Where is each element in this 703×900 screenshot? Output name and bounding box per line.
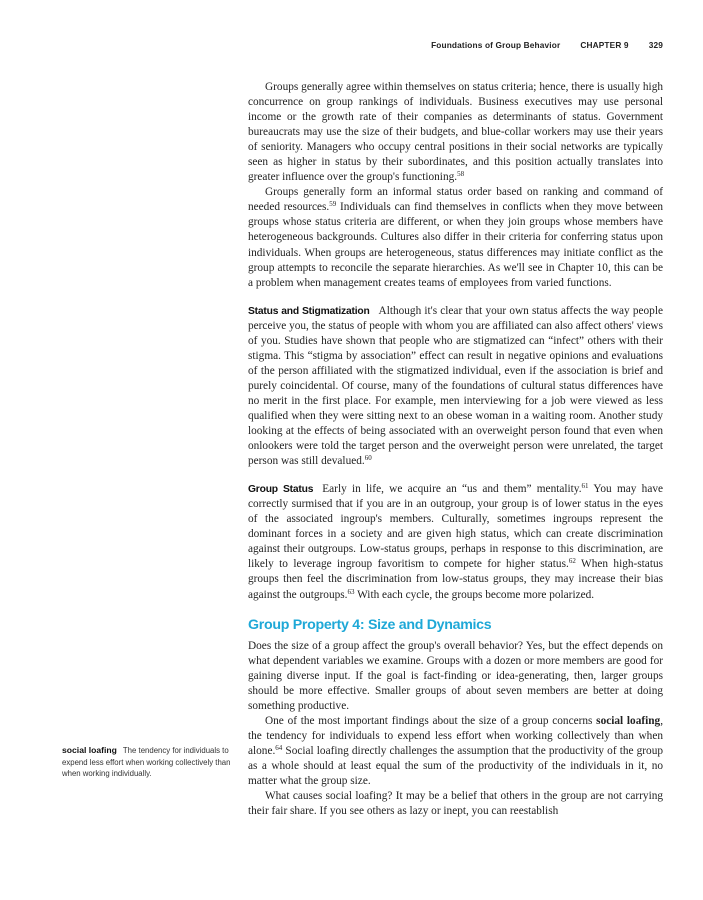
run-in-heading: Status and Stigmatization — [248, 305, 370, 317]
footnote-ref: 63 — [347, 587, 355, 596]
paragraph-status-order: Groups generally form an informal status order based on ranking and command of needed resources.$^{59}$ Individuals can find themselves in conflicts when they move between groups whose status criteria are different, or when they join groups whose members have heterogeneous backgrounds. Cultures also differ in their criteria for conferring status upon individuals. When groups are heterogeneous, status differences may initiate conflict as the group attempts to reconcile the separate hierarchies. As we'll see in Chapter 10, this can be a problem when management creates teams of employees from varied functions. — [248, 186, 664, 289]
section-heading: Group Property 4: Size and Dynamics — [248, 616, 492, 633]
main-text-column — [248, 80, 663, 819]
run-in-heading: Group Status — [248, 484, 314, 496]
footnote-ref: 64 — [275, 743, 283, 752]
paragraph-causes: What causes social loafing? It may be a belief that others in the group are not carrying their fair share. If you see others as lazy or inept, you can reestablish — [248, 790, 663, 818]
paragraph-group-status: Group Status Early in life, we acquire an “us and them” mentality.$^{61}$ You may have correctly surmised that if you are in an outgroup, your group is of lower status in the eyes of the associated ingroup's members. Culturally, sometimes ingroups represent the dominant forces in a society and are given high status, which can create discrimination against their outgroups. Low-status groups, perhaps in response to this discrimination, are likely to leverage ingroup favoritism to compete for higher status.$^{62}$ When high-status groups then feel the discrimination from low-status groups, they may increase their bias against the outgroups.$^{63}$ With each cycle, the groups become more polarized. — [248, 482, 664, 601]
page-number: 329 — [648, 40, 663, 50]
paragraph-status-criteria: Groups generally agree within themselves on status criteria; hence, there is usually high concurrence on group rankings of individuals. Business executives may use personal income or the growth rate of their companies as determinants of status. Government bureaucrats may use the size of their budgets, and blue-collar workers may use their years of seniority. Managers who occupy central positions in their social networks are typically seen as higher in status by their subordinates, and this position actually translates into greater influence over the group's functioning.$^{58}$ — [248, 81, 663, 184]
margin-glossary — [62, 745, 242, 780]
paragraph-group-size: Does the size of a group affect the group's overall behavior? Yes, but the effect depends on what dependent variables we examine. Groups with a dozen or more members are good for gaining diverse input. If the goal is fact-finding or idea-generating, then, larger groups should be more effective. Smaller groups of about seven members are better at doing something productive. — [248, 639, 663, 712]
glossary-term: social loafing — [62, 745, 117, 755]
paragraph-stigmatization: Status and Stigmatization Although it's clear that your own status affects the way people perceive you, the status of people with whom you are affiliated can also affect others' views of you. Studies have shown that people who are stigmatized can “infect” others with their stigma. This “stigma by association” effect can result in negative opinions and evaluations of the person affiliated with the stigmatized individual, even if the association is brief and purely coincidental. Of course, many of the foundations of cultural status differences have no merit in the first place. For example, men interviewing for a job were viewed as less qualified when they were sitting next to an obese woman in a waiting room. Another study looking at the effects of being associated with an overweight person found that even when onlookers were told the target person and the overweight person were unrelated, the target person was still devalued.$^{60}$ — [248, 304, 663, 468]
running-title: Foundations of Group Behavior — [431, 40, 561, 50]
footnote-ref: 60 — [364, 454, 372, 463]
glossary-definition: The tendency for individuals to expend less effort when working collectively than when working individually. — [62, 746, 231, 778]
key-term: social loafing — [596, 714, 661, 727]
footnote-ref: 61 — [581, 482, 589, 491]
paragraph-social-loafing: One of the most important findings about the size of a group concerns social loafing, the tendency for individuals to expend less effort when working collectively than when alone.$^{64}$ Social loafing directly challenges the assumption that the productivity of the group as a whole should at least equal the sum of the productivity of the individuals in it, no matter what the group size. — [248, 714, 664, 788]
footnote-ref: 62 — [568, 557, 576, 566]
footnote-ref: 59 — [329, 200, 337, 209]
chapter-label: CHAPTER 9 — [580, 40, 629, 50]
footnote-ref: 58 — [457, 170, 465, 179]
running-header — [0, 40, 663, 50]
